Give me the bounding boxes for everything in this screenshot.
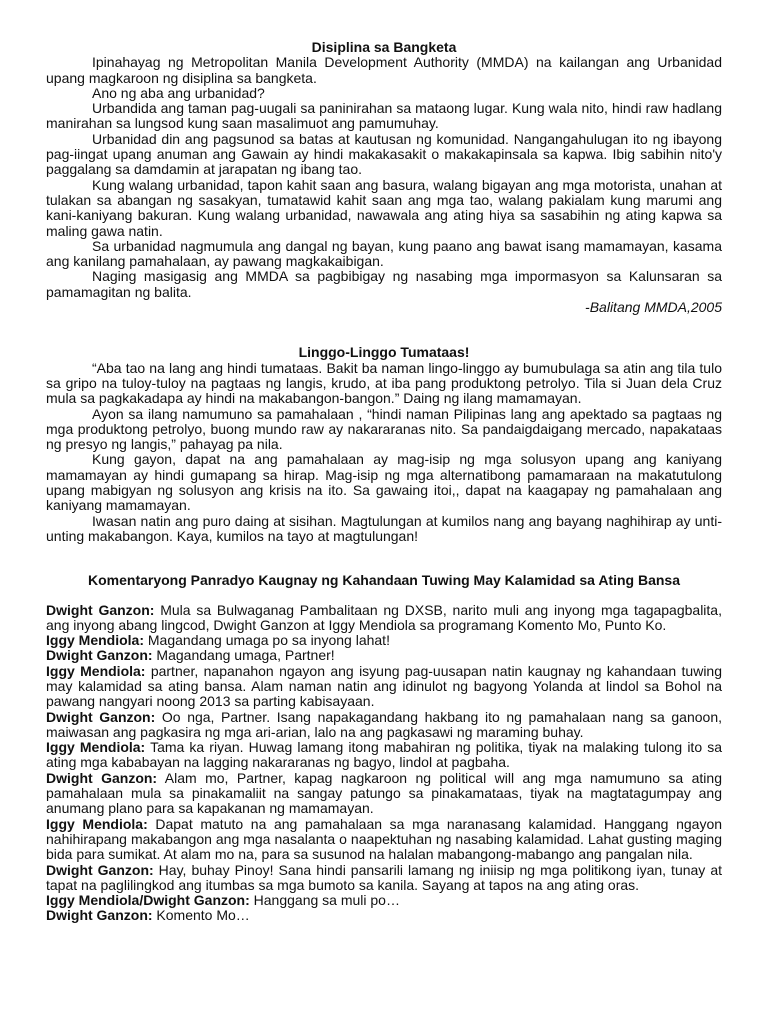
dialogue-text: Dapat matuto na ang pamahalaan sa mga naranasang kalamidad. Hanggang ngayon nahihirapang makabangon ang mga nasalanta o naapektuhan ng nasabing kalamidad. Lahat gusting maging bida para sumikat. At alam mo na, para sa susunod na halalan mabangong-mabango ang pangalan nila.: [46, 815, 723, 863]
dialogue-text: Hanggang sa muli po…: [249, 892, 400, 909]
speaker-name: Dwight Ganzon:: [46, 647, 153, 664]
article-disiplina: [46, 40, 722, 315]
paragraph: Kung gayon, dapat na ang pamahalaan ay mag-isip ng mga solusyon upang ang kaniyang mamamayan ay hindi gumapang sa hirap. Mag-isip ng mga alternatibong pamamaraan na makatutulong upang mabigyan ng solusyon ang krisis na ito. Sa gawaing itoi,, dapat na kaagapay ng pamahalaan ang kaniyang mamamayan.: [46, 451, 722, 514]
speaker-name: Dwight Ganzon:: [46, 861, 154, 878]
paragraph: Kung walang urbanidad, tapon kahit saan ang basura, walang bigayan ang mga motorista, unahan at tulakan sa abangan ng sasakyan, tumatawid kahit saan ang mga tao, walang pakialam kung marumi ang kani-kaniyang bakuran. Kung walang urbanidad, nawawala ang ating hiya sa sasabihin ng ating kapwa sa maling gawa natin.: [46, 176, 722, 239]
paragraph: Sa urbanidad nagmumula ang dangal ng bayan, kung paano ang bawat isang mamamayan, kasama ang kanilang pamahalaan, ay pawang magkakaibigan.: [46, 237, 722, 270]
article-title: Linggo-Linggo Tumataas!: [298, 344, 470, 361]
dialogue-line: [46, 817, 722, 863]
paragraph: “Aba tao na lang ang hindi tumataas. Bakit ba naman lingo-linggo ay bumubulaga sa atin ang tila tulo sa gripo na tuloy-tuloy na pagtaas ng langis, krudo, at iba pang produktong petrolyo. Tila si Juan dela Cruz mula sa pagkakadapa ay hindi na makabangon-bangon.” Daing ng ilang mamamayan.: [46, 359, 722, 407]
paragraph: Urbandida ang taman pag-uugali sa paninirahan sa mataong lugar. Kung wala nito, hindi raw hadlang manirahan sa lungsod kung saan masalimuot ang pamumuhay.: [46, 100, 722, 132]
dialogue-line: [46, 908, 722, 923]
source-citation: -Balitang MMDA,2005: [585, 299, 722, 316]
dialogue-text: Oo nga, Partner. Isang napakagandang hakbang ito ng pamahalaan nang sa ganoon, maiwasan ang pagkasira ng mga ari-arian, lalo na ang pagkasawi ng maraming buhay.: [46, 708, 723, 740]
dialogue-line: [46, 664, 722, 710]
dialogue-line: [46, 771, 722, 817]
paragraph: Urbanidad din ang pagsunod sa batas at kautusan ng komunidad. Nangangahulugan ito ng ibayong pag-iingat upang anuman ang Gawain ay hindi makakasakit o makakapinsala sa kapwa. Ibig sabihin nito'y paggalang sa damdamin at jarapatan ng ibang tao.: [46, 130, 722, 178]
dialogue-line: [46, 710, 722, 741]
article-linggo-linggo: [46, 345, 722, 544]
dialogue-text: Magandang umaga po sa inyong lahat!: [144, 632, 390, 649]
paragraph: Ipinahayag ng Metropolitan Manila Development Authority (MMDA) na kailangan ang Urbanidad upang magkaroon ng disiplina sa bangketa.: [46, 54, 722, 86]
speaker-name: Dwight Ganzon:: [46, 708, 156, 725]
speaker-name: Dwight Ganzon:: [46, 907, 153, 924]
speaker-name: Iggy Mendiola:: [46, 739, 146, 756]
dialogue-text: partner, napanahon ngayon ang isyung pag-uusapan natin kaugnay ng kahandaan tuwing may kalamidad sa ating bansa. Alam naman natin ang idinulot ng bagyong Yolanda at lindol sa Bohol na pawang nangyari noong 2013 sa parting kabisayaan.: [46, 662, 723, 710]
dialogue-line: [46, 863, 722, 894]
dialogue-text: Mula sa Bulwaganag Pambalitaan ng DXSB, narito muli ang inyong mga tagapagbalita, ang inyong abang lingcod, Dwight Ganzon at Iggy Mendiola sa programang Komento Mo, Punto Ko.: [46, 601, 722, 633]
paragraph: Ano ng aba ang urbanidad?: [92, 84, 265, 101]
dialogue-text: Hay, buhay Pinoy! Sana hindi pansarili lamang ng iniisip ng mga politikong iyan, tunay at tapat na paglilingkod ang itumbas sa mga bumoto sa kanila. Sayang at tapos na ang ating oras.: [46, 861, 722, 893]
speaker-name: Dwight Ganzon:: [46, 601, 155, 618]
article-komentaryo: [46, 573, 722, 924]
speaker-name: Iggy Mendiola:: [46, 662, 146, 679]
dialogue-line: [46, 603, 722, 634]
article-title: Komentaryong Panradyo Kaugnay ng Kahandaan Tuwing May Kalamidad sa Ating Bansa: [88, 572, 680, 589]
speaker-name: Iggy Mendiola:: [46, 815, 148, 832]
speaker-name: Iggy Mendiola/Dwight Ganzon:: [46, 892, 250, 909]
dialogue-text: Alam mo, Partner, kapag nagkaroon ng political will ang mga namumuno sa ating pamahalaan mula sa pinakamaliit na sangay patungo sa pinakamataas, tiyak na magtatagumpay ang anumang plano para sa kapakanan ng mamamayan.: [46, 769, 722, 817]
article-title: Disiplina sa Bangketa: [311, 39, 457, 55]
dialogue-text: Tama ka riyan. Huwag lamang itong mabahiran ng politika, tiyak na malaking tulong ito sa ating mga kababayan na lagging nakararanas ng bagyo, lindol at pagbaha.: [46, 739, 722, 771]
speaker-name: Dwight Ganzon:: [46, 769, 158, 786]
dialogue-line: [46, 648, 722, 663]
dialogue-line: [46, 633, 722, 648]
dialogue-line: [46, 740, 722, 771]
speaker-name: Iggy Mendiola:: [46, 632, 144, 649]
dialogue-line: [46, 893, 722, 908]
paragraph: Iwasan natin ang puro daing at sisihan. Magtulungan at kumilos nang ang bayang naghihirap ay unti-unting makabangon. Kaya, kumilos na tayo at magtulungan!: [46, 512, 722, 544]
dialogue-text: Magandang umaga, Partner!: [152, 647, 335, 664]
paragraph: Naging masigasig ang MMDA sa pagbibigay ng nasabing mga impormasyon sa Kalunsaran sa pamamagitan ng balita.: [46, 268, 722, 300]
dialogue-list: [46, 603, 722, 924]
paragraph: Ayon sa ilang namumuno sa pamahalaan , “hindi naman Pilipinas lang ang apektado sa pagtaas ng mga produktong petrolyo, buong mundo raw ay nakararanas nito. Sa pandaigdaigang mercado, napakataas ng presyo ng langis,” pahayag pa nila.: [46, 405, 722, 453]
dialogue-text: Komento Mo…: [152, 907, 250, 924]
